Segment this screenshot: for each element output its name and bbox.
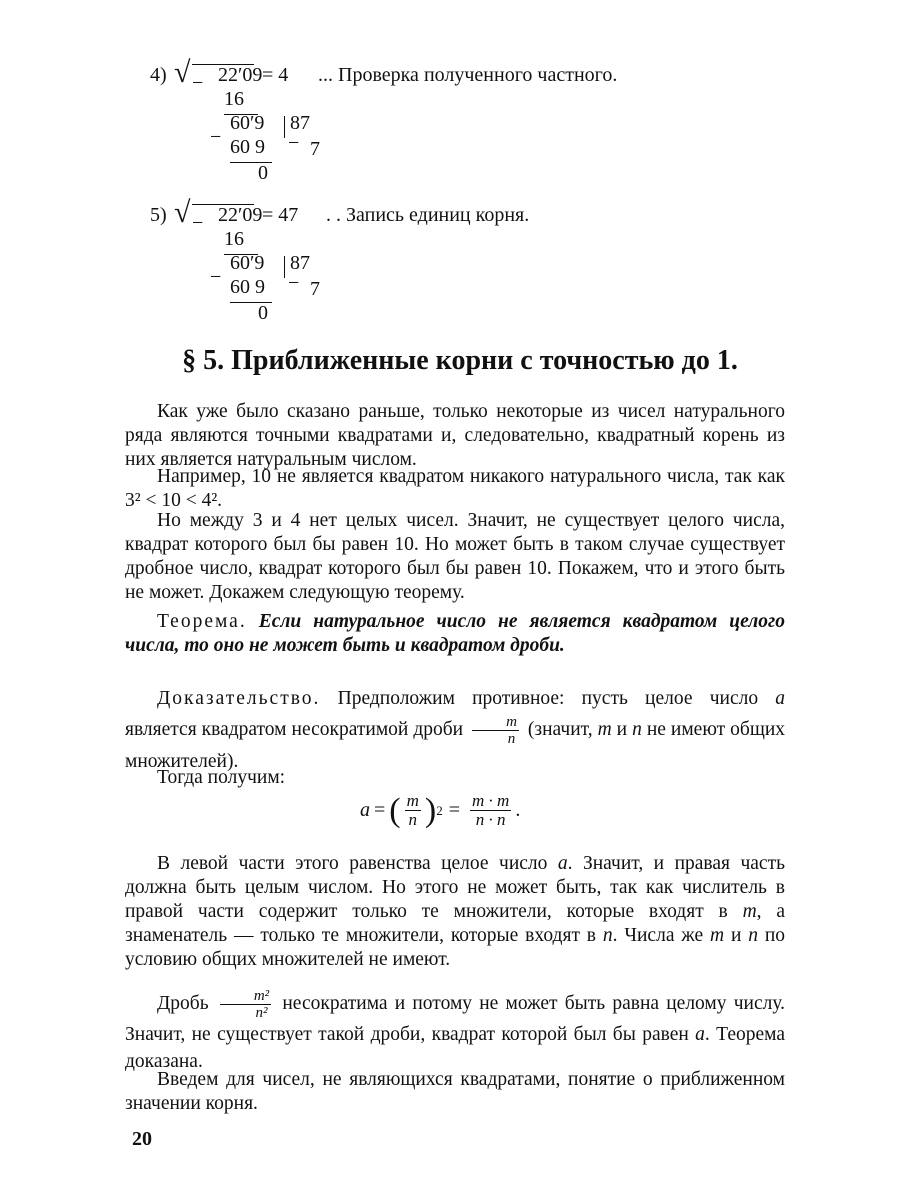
equals-sign: = [374,799,386,821]
radicand: 22′09 [218,64,263,86]
fraction-mm-over-nn [470,792,511,829]
example-5 [150,196,750,324]
quotient-digit: 7 [310,138,320,160]
example-comment: ... Проверка полученного частного. [318,64,618,86]
paragraph-intro: Как уже было сказано раньше, только некоторые из чисел натурального ряда являются точными квадратами и, следовательно, квадратный корень из них является натуральным числом. [125,401,785,470]
variable-a: a [557,853,568,874]
paragraph-argument [125,852,785,972]
final-remainder: 0 [258,302,268,324]
proof-text: Предположим противное: пусть целое число [337,688,759,709]
remainder: 60′9 [230,112,265,134]
proof [125,684,785,777]
example-comment: . . Запись единиц корня. [326,204,530,226]
fraction-numerator: m [406,791,419,810]
example-label: 5) [150,204,167,226]
remainder: 60′9 [230,252,265,274]
proof-text: не имеют общих множителей). [125,718,786,772]
body-text: В левой части этого равенства целое число [157,853,548,874]
variable-n: n [748,925,758,946]
proof-text: и [616,718,628,740]
radical-sign: √ [174,196,191,229]
body-text: Дробь [157,992,209,1014]
minus-sign: − [288,132,300,154]
page-number: 20 [132,1128,152,1150]
fraction-m-over-n [405,792,421,829]
paragraph-example: Например, 10 не является квадратом никакого натурального числа, так как 3² < 10 < 4². [125,466,785,511]
variable-a: a [775,688,786,709]
subtrahend-2: 60 9 [230,136,265,158]
variable-a: a [695,1024,705,1045]
paragraph-conclusion [125,988,785,1075]
left-paren: ( [389,791,401,829]
example-label: 4) [150,64,167,86]
fraction-denominator: n · n [475,810,506,829]
fraction-denominator: n² [255,1005,268,1021]
final-remainder: 0 [258,162,268,184]
fraction-denominator: n [408,810,417,829]
section-title: § 5. Приближенные корни с точностью до 1. [182,345,738,376]
proof-label: Доказательство. [157,688,321,709]
main-formula [360,792,520,829]
variable-n: n [602,925,613,946]
body-text: , а знаменатель — только те множители, которые входят в [125,901,785,946]
example-4 [150,56,750,184]
proof-text: является квадратом несократимой дроби [125,718,464,740]
variable-m: m [710,925,725,946]
fraction-denominator: n [507,731,516,747]
body-text: . Числа же [612,925,704,946]
division-bar [284,116,285,138]
theorem-label: Теорема. [157,611,247,632]
fraction-m2-over-n2 [220,988,271,1021]
subtrahend-1: 16 [224,88,244,110]
minus-sign: − [210,126,222,148]
body-text: несократима и потому не может быть равна целому числу. Значит, не существует такой дроби, квадрат которой был бы равен [125,992,786,1045]
divisor: 87 [290,252,310,274]
right-paren: ) [424,791,437,829]
minus-sign: − [210,266,222,288]
theorem [125,610,785,658]
theorem-statement: Если натуральное число не является квадратом целого числа, то оно не может быть и квадратом дроби. [125,611,785,656]
body-text: . Теорема доказана. [125,1024,786,1072]
equals-sign: = [448,799,460,821]
variable-m: m [597,718,612,740]
radical-sign: √ [174,56,191,89]
fraction-numerator: m² [220,988,271,1005]
radicand: 22′09 [218,204,263,226]
divisor: 87 [290,112,310,134]
subtrahend-2: 60 9 [230,276,265,298]
body-text: . Значит, и правая часть должна быть целым числом. Но этого не может быть, так как числитель в правой части содержит только те множители, которые входят в [125,853,785,922]
then-line: Тогда получим: [157,767,286,788]
fraction-numerator: m · m [472,791,510,810]
paragraph-closing: Введем для чисел, не являющихся квадратами, понятие о приближенном значении корня. [125,1069,785,1114]
minus-sign: − [192,212,204,234]
division-bar [284,256,285,278]
formula-period: . [515,799,521,821]
body-text: и [730,925,742,946]
root-result: = 4 [262,64,289,86]
minus-sign: − [192,72,204,94]
root-result: = 47 [262,204,299,226]
proof-text: (значит, [527,718,593,740]
formula-lhs: a [360,799,370,821]
paragraph-reasoning: Но между 3 и 4 нет целых чисел. Значит, не существует целого числа, квадрат которого был бы равен 10. Но может быть в таком случае существует дробное число, квадрат которого был бы равен 10. Покажем, что и этого быть не может. Докажем следующую теорему. [125,510,785,603]
fraction-numerator: m [472,714,519,731]
variable-m: m [742,901,757,922]
body-text: по условию общих множителей не имеют. [125,925,786,970]
quotient-digit: 7 [310,278,320,300]
variable-n: n [632,718,642,740]
minus-sign: − [288,272,300,294]
exponent: 2 [436,802,443,818]
subtrahend-1: 16 [224,228,244,250]
fraction-m-over-n [472,714,519,747]
